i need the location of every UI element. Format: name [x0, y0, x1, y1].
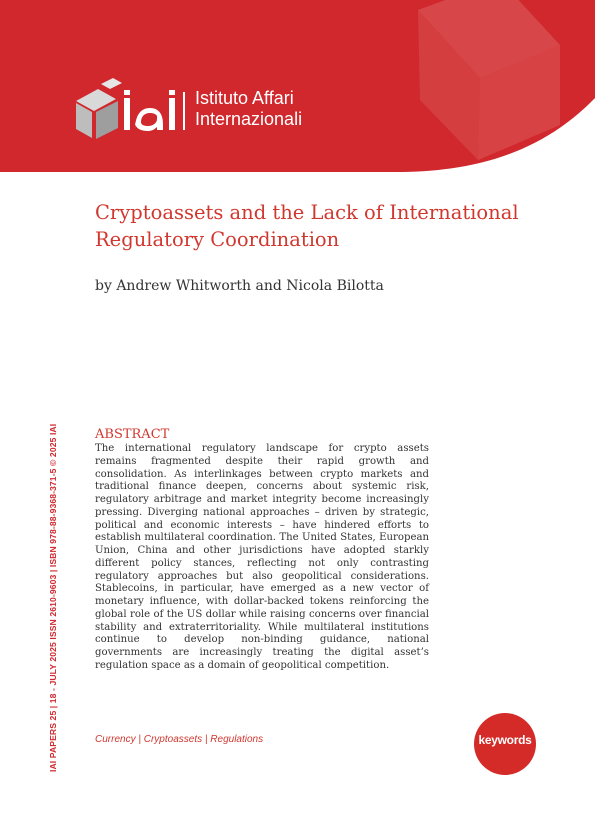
keyword-item[interactable]: Currency: [95, 734, 136, 745]
authors-line: by Andrew Whitworth and Nicola Bilotta: [95, 278, 384, 294]
keyword-separator: |: [204, 734, 208, 745]
org-name: [195, 88, 302, 130]
keyword-separator: |: [138, 734, 141, 745]
org-name-line1: Istituto Affari: [195, 88, 294, 108]
org-name-line2: Internazionali: [195, 109, 303, 129]
keywords-badge-label: keywords: [478, 733, 532, 747]
paper-title: Cryptoassets and the Lack of International Regulatory Coordination: [95, 201, 519, 251]
keyword-item[interactable]: Regulations: [210, 734, 264, 745]
abstract-body: The international regulatory landscape for crypto assets remains fragmented despite their rapid growth and consolidation. As interlinkages between crypto markets and traditional finance deepen, concerns about systemic risk, regulatory arbitrage and market integrity become increasingly pressing. Diverging national approaches – driven by strategic, political and economic interests – have hindered efforts to establish multilateral coordination. The United States, European Union, China and other jurisdictions have adopted starkly different policy stances, reflecting not only contrasting regulatory approaches but also geopolitical considerations. Stablecoins, in particular, have emerged as a new vector of monetary influence, with dollar-backed tokens reinforcing the global role of the US dollar while raising concerns over financial stability and extraterritoriality. While multilateral institutions continue to develop non-binding guidance, national governments are increasingly treating the digital asset’s regulation space as a domain of geopolitical competition.: [95, 443, 429, 671]
header-graphic: [0, 0, 595, 172]
abstract-heading: ABSTRACT: [95, 427, 170, 442]
side-publication-info: IAI PAPERS 25 | 18 - JULY 2025 ISSN 2610-9603 | ISBN 978-88-9368-371-5 © 2025 IAI: [48, 423, 58, 772]
iai-logo-letters: [121, 90, 191, 136]
header-banner: [0, 0, 595, 172]
keyword-item[interactable]: Cryptoassets: [143, 734, 203, 745]
keywords-list: [95, 734, 263, 745]
